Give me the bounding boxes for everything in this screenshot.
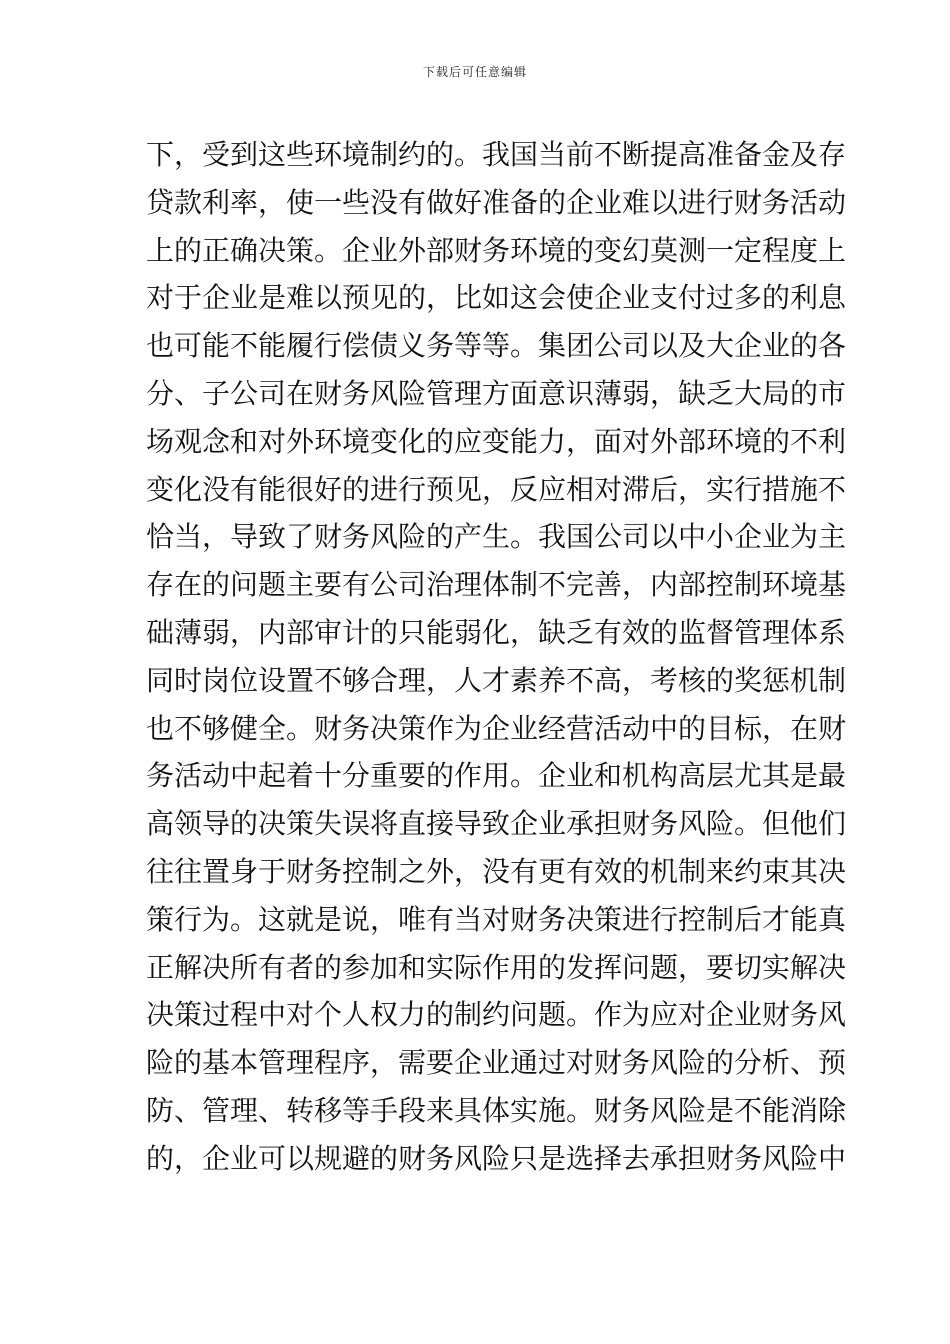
text-line: 高领导的决策失误将直接导致企业承担财务风险。但他们	[146, 807, 847, 841]
text-line: 上的正确决策。企业外部财务环境的变幻莫测一定程度上	[146, 233, 847, 267]
text-line: 同时岗位设置不够合理，人才素养不高，考核的奖惩机制	[146, 663, 847, 697]
text-line: 往往置身于财务控制之外，没有更有效的机制来约束其决	[146, 854, 847, 888]
text-line: 分、子公司在财务风险管理方面意识薄弱，缺乏大局的市	[146, 376, 847, 410]
text-line: 恰当，导致了财务风险的产生。我国公司以中小企业为主	[146, 520, 847, 554]
document-body	[146, 131, 847, 1183]
text-line: 变化没有能很好的进行预见，反应相对滞后，实行措施不	[146, 472, 847, 506]
text-line: 也不够健全。财务决策作为企业经营活动中的目标，在财	[146, 711, 847, 745]
text-line: 场观念和对外环境变化的应变能力，面对外部环境的不利	[146, 424, 847, 458]
text-line: 存在的问题主要有公司治理体制不完善，内部控制环境基	[146, 568, 847, 602]
text-line: 下，受到这些环境制约的。我国当前不断提高准备金及存	[146, 138, 847, 171]
text-line: 决策过程中对个人权力的制约问题。作为应对企业财务风	[146, 998, 847, 1032]
text-line: 防、管理、转移等手段来具体实施。财务风险是不能消除	[146, 1093, 847, 1127]
text-line: 础薄弱，内部审计的只能弱化，缺乏有效的监督管理体系	[146, 615, 847, 649]
text-line: 的，企业可以规避的财务风险只是选择去承担财务风险中	[146, 1141, 847, 1175]
text-line: 险的基本管理程序，需要企业通过对财务风险的分析、预	[146, 1046, 847, 1080]
page-header: 下载后可任意编辑	[422, 65, 527, 79]
text-line: 策行为。这就是说，唯有当对财务决策进行控制后才能真	[146, 902, 847, 936]
text-line: 对于企业是难以预见的，比如这会使企业支付过多的利息	[146, 281, 847, 315]
text-line: 贷款利率，使一些没有做好准备的企业难以进行财务活动	[146, 185, 847, 219]
text-line: 也可能不能履行偿债义务等等。集团公司以及大企业的各	[146, 329, 847, 363]
text-line: 正解决所有者的参加和实际作用的发挥问题，要切实解决	[146, 950, 847, 984]
text-line: 务活动中起着十分重要的作用。企业和机构高层尤其是最	[146, 759, 847, 793]
